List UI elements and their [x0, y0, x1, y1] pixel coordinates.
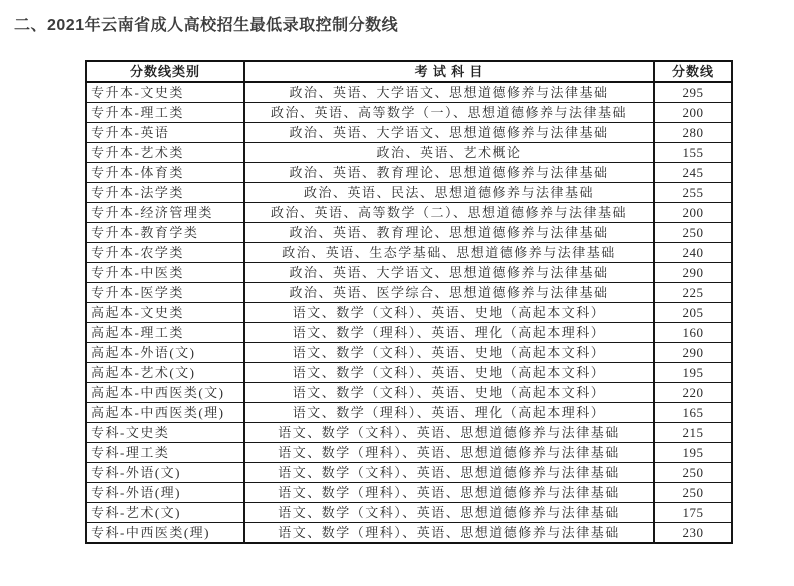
category-cell: 专科-文史类	[86, 423, 244, 443]
score-cell: 155	[654, 143, 732, 163]
score-cell: 295	[654, 82, 732, 103]
subjects-cell: 政治、英语、教育理论、思想道德修养与法律基础	[244, 223, 654, 243]
subjects-cell: 语文、数学（理科）、英语、思想道德修养与法律基础	[244, 483, 654, 503]
score-cell: 160	[654, 323, 732, 343]
table-row	[86, 303, 732, 323]
table-row	[86, 123, 732, 143]
subjects-cell: 语文、数学（文科）、英语、史地（高起本文科）	[244, 303, 654, 323]
subjects-cell: 政治、英语、大学语文、思想道德修养与法律基础	[244, 82, 654, 103]
subjects-cell: 语文、数学（理科）、英语、思想道德修养与法律基础	[244, 523, 654, 544]
score-cell: 255	[654, 183, 732, 203]
score-cell: 290	[654, 263, 732, 283]
score-cell: 280	[654, 123, 732, 143]
score-cell: 220	[654, 383, 732, 403]
category-cell: 高起本-艺术(文)	[86, 363, 244, 383]
subjects-cell: 语文、数学（文科）、英语、史地（高起本文科）	[244, 343, 654, 363]
category-cell: 专升本-法学类	[86, 183, 244, 203]
score-cell: 215	[654, 423, 732, 443]
category-cell: 专升本-经济管理类	[86, 203, 244, 223]
subjects-cell: 政治、英语、教育理论、思想道德修养与法律基础	[244, 163, 654, 183]
score-cell: 200	[654, 103, 732, 123]
table-row	[86, 183, 732, 203]
table-row	[86, 243, 732, 263]
subjects-cell: 政治、英语、艺术概论	[244, 143, 654, 163]
table-header	[86, 61, 732, 82]
category-cell: 专升本-医学类	[86, 283, 244, 303]
score-cell: 175	[654, 503, 732, 523]
subjects-cell: 语文、数学（文科）、英语、思想道德修养与法律基础	[244, 423, 654, 443]
category-cell: 高起本-外语(文)	[86, 343, 244, 363]
category-cell: 专科-中西医类(理)	[86, 523, 244, 544]
header-subjects: 考 试 科 目	[244, 61, 654, 82]
table-row	[86, 323, 732, 343]
category-cell: 高起本-理工类	[86, 323, 244, 343]
category-cell: 专升本-文史类	[86, 82, 244, 103]
table-row	[86, 463, 732, 483]
subjects-cell: 政治、英语、高等数学（二）、思想道德修养与法律基础	[244, 203, 654, 223]
subjects-cell: 语文、数学（文科）、英语、思想道德修养与法律基础	[244, 463, 654, 483]
table-row	[86, 283, 732, 303]
table-row	[86, 143, 732, 163]
category-cell: 专科-理工类	[86, 443, 244, 463]
score-line-table	[85, 60, 733, 544]
category-cell: 高起本-文史类	[86, 303, 244, 323]
score-cell: 165	[654, 403, 732, 423]
table-body	[86, 82, 732, 543]
table-row	[86, 82, 732, 103]
subjects-cell: 语文、数学（理科）、英语、理化（高起本理科）	[244, 403, 654, 423]
score-cell: 250	[654, 463, 732, 483]
subjects-cell: 政治、英语、高等数学（一）、思想道德修养与法律基础	[244, 103, 654, 123]
subjects-cell: 政治、英语、民法、思想道德修养与法律基础	[244, 183, 654, 203]
header-row	[86, 61, 732, 82]
table-row	[86, 483, 732, 503]
subjects-cell: 语文、数学（文科）、英语、史地（高起本文科）	[244, 383, 654, 403]
subjects-cell: 语文、数学（理科）、英语、理化（高起本理科）	[244, 323, 654, 343]
subjects-cell: 政治、英语、医学综合、思想道德修养与法律基础	[244, 283, 654, 303]
table-row	[86, 163, 732, 183]
category-cell: 专升本-体育类	[86, 163, 244, 183]
score-cell: 250	[654, 483, 732, 503]
subjects-cell: 政治、英语、生态学基础、思想道德修养与法律基础	[244, 243, 654, 263]
table-row	[86, 423, 732, 443]
category-cell: 专升本-农学类	[86, 243, 244, 263]
table-row	[86, 363, 732, 383]
score-cell: 200	[654, 203, 732, 223]
category-cell: 专升本-中医类	[86, 263, 244, 283]
subjects-cell: 政治、英语、大学语文、思想道德修养与法律基础	[244, 123, 654, 143]
subjects-cell: 语文、数学（文科）、英语、史地（高起本文科）	[244, 363, 654, 383]
score-cell: 290	[654, 343, 732, 363]
score-cell: 225	[654, 283, 732, 303]
category-cell: 专升本-英语	[86, 123, 244, 143]
category-cell: 专科-艺术(文)	[86, 503, 244, 523]
table-row	[86, 403, 732, 423]
header-category: 分数线类别	[86, 61, 244, 82]
table-row	[86, 263, 732, 283]
category-cell: 高起本-中西医类(理)	[86, 403, 244, 423]
category-cell: 专升本-理工类	[86, 103, 244, 123]
table-row	[86, 343, 732, 363]
subjects-cell: 语文、数学（理科）、英语、思想道德修养与法律基础	[244, 443, 654, 463]
category-cell: 高起本-中西医类(文)	[86, 383, 244, 403]
score-cell: 205	[654, 303, 732, 323]
category-cell: 专科-外语(理)	[86, 483, 244, 503]
subjects-cell: 语文、数学（文科）、英语、思想道德修养与法律基础	[244, 503, 654, 523]
page-title: 二、2021年云南省成人高校招生最低录取控制分数线	[14, 17, 399, 34]
table-row	[86, 383, 732, 403]
table-row	[86, 223, 732, 243]
table-row	[86, 443, 732, 463]
score-cell: 250	[654, 223, 732, 243]
category-cell: 专升本-艺术类	[86, 143, 244, 163]
table-row	[86, 203, 732, 223]
score-cell: 195	[654, 363, 732, 383]
score-cell: 240	[654, 243, 732, 263]
table-row	[86, 103, 732, 123]
header-score: 分数线	[654, 61, 732, 82]
category-cell: 专升本-教育学类	[86, 223, 244, 243]
score-cell: 245	[654, 163, 732, 183]
category-cell: 专科-外语(文)	[86, 463, 244, 483]
score-cell: 195	[654, 443, 732, 463]
subjects-cell: 政治、英语、大学语文、思想道德修养与法律基础	[244, 263, 654, 283]
score-cell: 230	[654, 523, 732, 544]
table-row	[86, 503, 732, 523]
table-row	[86, 523, 732, 544]
